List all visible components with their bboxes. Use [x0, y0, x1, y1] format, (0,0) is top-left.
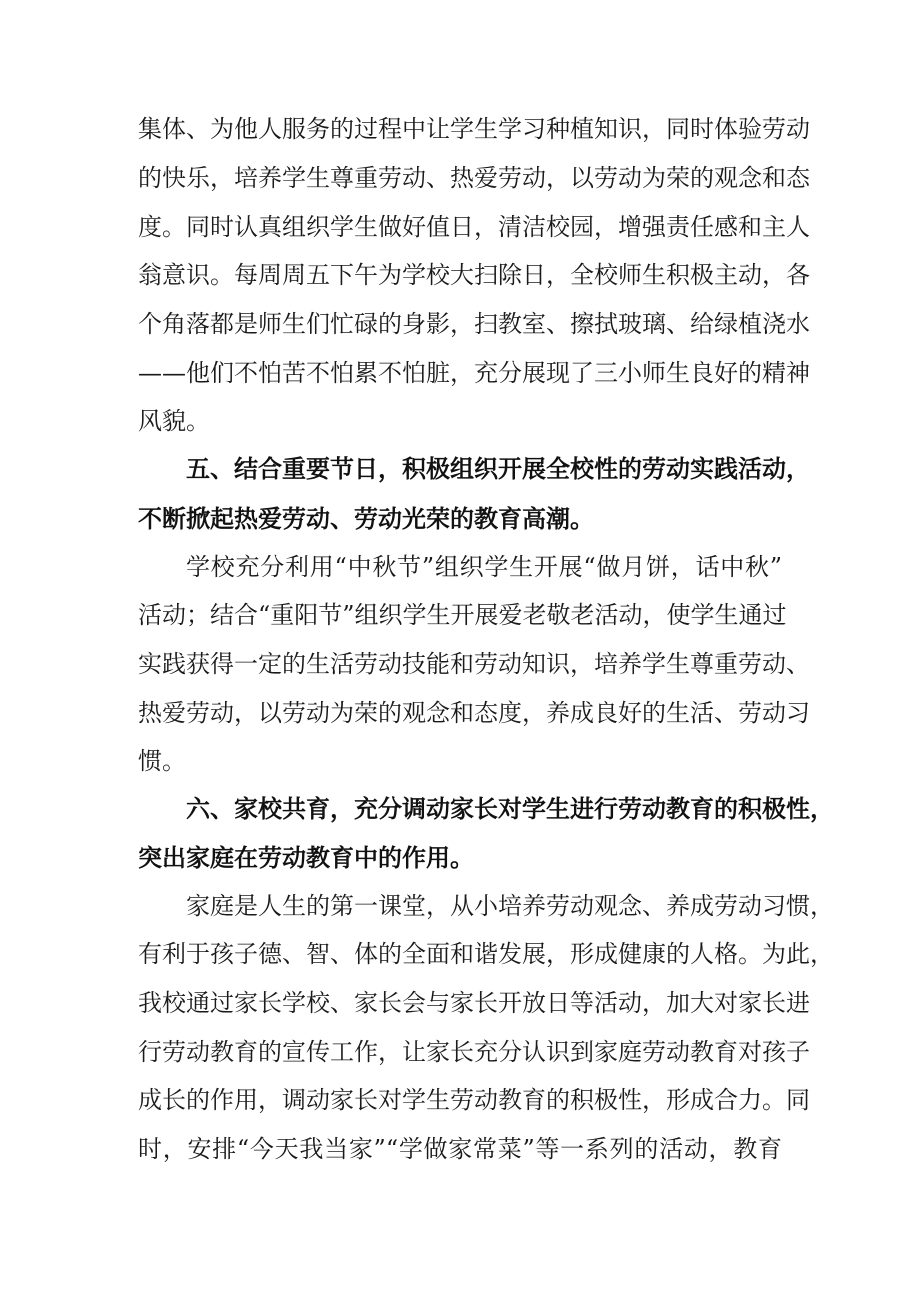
text-line: 实践获得一定的生活劳动技能和劳动知识，培养学生尊重劳动、 [138, 650, 810, 678]
heading-line: 六、家校共育，充分调动家长对学生进行劳动教育的积极性， [186, 795, 834, 823]
text-line: 成长的作用，调动家长对学生劳动教育的积极性，形成合力。同 [138, 1086, 810, 1114]
text-line: 集体、为他人服务的过程中让学生学习种植知识，同时体验劳动 [138, 115, 810, 143]
text-line: 翁意识。每周周五下午为学校大扫除日，全校师生积极主动，各 [138, 261, 810, 289]
text-line: 活动；结合“重阳节”组织学生开展爱老敬老活动，使学生通过 [138, 601, 787, 629]
text-line: 学校充分利用“中秋节”组织学生开展“做月饼，话中秋” [186, 553, 782, 581]
text-line: 的快乐，培养学生尊重劳动、热爱劳动，以劳动为荣的观念和态 [138, 164, 810, 192]
heading-line: 不断掀起热爱劳动、劳动光荣的教育高潮。 [138, 505, 594, 533]
text-line: 个角落都是师生们忙碌的身影，扫教室、擦拭玻璃、给绿植浇水 [138, 310, 810, 338]
text-line: 家庭是人生的第一课堂，从小培养劳动观念、养成劳动习惯， [186, 892, 834, 920]
text-line: 我校通过家长学校、家长会与家长开放日等活动，加大对家长进 [138, 989, 810, 1017]
text-line: ——他们不怕苦不怕累不怕脏，充分展现了三小师生良好的精神 [138, 359, 810, 387]
text-line: 热爱劳动，以劳动为荣的观念和态度，养成良好的生活、劳动习 [138, 699, 810, 727]
text-line: 有利于孩子德、智、体的全面和谐发展，形成健康的人格。为此， [138, 940, 834, 968]
text-line: 度。同时认真组织学生做好值日，清洁校园，增强责任感和主人 [138, 213, 810, 241]
text-line: 行劳动教育的宣传工作，让家长充分认识到家庭劳动教育对孩子 [138, 1038, 810, 1066]
text-line: 风貌。 [138, 407, 210, 435]
text-line: 时，安排“今天我当家”“学做家常菜”等一系列的活动，教育 [138, 1135, 782, 1163]
heading-line: 五、结合重要节日，积极组织开展全校性的劳动实践活动， [186, 455, 810, 483]
heading-line: 突出家庭在劳动教育中的作用。 [138, 844, 474, 872]
text-line: 惯。 [138, 747, 186, 775]
